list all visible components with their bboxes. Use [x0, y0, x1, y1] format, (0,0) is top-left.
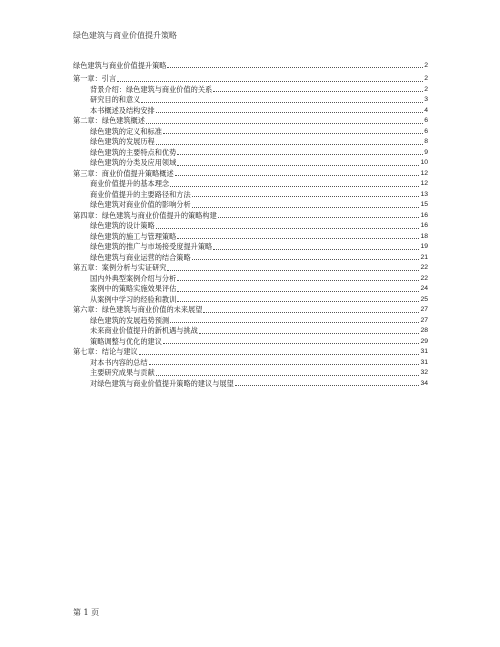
toc-entry-title: 绿色建筑的推广与市场接受度提升策略: [90, 242, 213, 251]
toc-entry[interactable]: [73, 105, 428, 116]
toc-entry[interactable]: [73, 252, 428, 263]
toc-leader-dots: [117, 81, 423, 82]
toc-entry-title: 绿色建筑的设计策略: [90, 221, 155, 230]
toc-entry-title: 第二章：绿色建筑概述: [73, 116, 145, 125]
toc-entry[interactable]: [73, 137, 428, 148]
toc-leader-dots: [139, 354, 420, 355]
toc-entry[interactable]: [73, 357, 428, 368]
toc-entry-page: 4: [424, 106, 428, 114]
toc-entry-title: 绿色建筑的发展趋势预测: [90, 315, 170, 325]
toc-entry-page: 12: [420, 180, 428, 187]
toc-entry-page: 6: [424, 117, 428, 124]
toc-entry-page: 16: [420, 222, 428, 229]
toc-entry-page: 27: [420, 306, 428, 313]
toc-entry-page: 2: [424, 61, 428, 69]
toc-entry-title: 本书概述及结构安排: [90, 105, 155, 115]
toc-entry-title: 绿色建筑与商业运营的结合策略: [90, 252, 191, 262]
toc-entry-title: 背景介绍：绿色建筑与商业价值的关系: [90, 84, 213, 94]
toc-entry-title: 主要研究成果与贡献: [90, 368, 155, 377]
toc-entry-page: 19: [420, 243, 428, 250]
toc-entry-page: 6: [424, 127, 428, 135]
toc-entry-page: 3: [424, 96, 428, 103]
toc-leader-dots: [146, 123, 423, 124]
toc-entry[interactable]: [73, 74, 428, 85]
toc-entry[interactable]: [73, 168, 428, 179]
toc-entry[interactable]: [73, 189, 428, 200]
toc-entry-title: 绿色建筑的主要特点和优势: [90, 147, 177, 157]
page-number: 第 1 页: [73, 608, 100, 617]
toc-entry-title: 绿色建筑与商业价值提升策略: [73, 60, 167, 70]
toc-leader-dots: [156, 228, 420, 229]
toc-leader-dots: [163, 133, 423, 134]
toc-entry-page: 25: [420, 295, 428, 303]
toc-entry[interactable]: [73, 84, 428, 95]
toc-leader-dots: [177, 154, 423, 155]
toc-entry[interactable]: [73, 231, 428, 242]
toc-entry-title: 绿色建筑的施工与管理策略: [90, 231, 177, 241]
table-of-contents: [73, 60, 428, 389]
toc-entry[interactable]: [73, 147, 428, 158]
toc-entry-title: 策略调整与优化的建议: [90, 336, 162, 346]
toc-leader-dots: [192, 259, 420, 260]
toc-entry-page: 22: [420, 274, 428, 282]
toc-entry[interactable]: [73, 60, 428, 71]
toc-leader-dots: [177, 238, 419, 239]
toc-entry-page: 16: [420, 211, 428, 219]
toc-entry-page: 31: [420, 348, 428, 355]
toc-entry-title: 第六章：绿色建筑与商业价值的未来展望: [73, 305, 203, 314]
toc-entry-page: 31: [420, 358, 428, 366]
toc-leader-dots: [170, 322, 419, 323]
toc-entry[interactable]: [73, 179, 428, 190]
toc-entry[interactable]: [73, 368, 428, 379]
toc-entry-title: 绿色建筑的分类及应用领域: [90, 158, 177, 167]
toc-leader-dots: [192, 207, 420, 208]
toc-entry-title: 国内外典型案例介绍与分析: [90, 273, 177, 283]
toc-entry-title: 绿色建筑的发展历程: [90, 137, 155, 146]
toc-entry[interactable]: [73, 378, 428, 389]
toc-entry-title: 商业价值提升的主要路径和方法: [90, 189, 191, 199]
toc-entry-page: 15: [420, 201, 428, 208]
toc-entry-page: 2: [424, 75, 428, 82]
toc-leader-dots: [203, 312, 419, 313]
toc-entry-page: 34: [420, 379, 428, 387]
toc-entry-title: 第四章：绿色建筑与商业价值提升的策略构建: [73, 210, 217, 220]
toc-leader-dots: [156, 375, 420, 376]
toc-entry[interactable]: [73, 305, 428, 316]
toc-leader-dots: [177, 280, 419, 281]
toc-leader-dots: [170, 186, 419, 187]
toc-entry-title: 研究目的和意义: [90, 95, 141, 104]
toc-entry-title: 绿色建筑对商业价值的影响分析: [90, 200, 191, 209]
toc-leader-dots: [199, 333, 420, 334]
toc-entry[interactable]: [73, 242, 428, 253]
toc-leader-dots: [149, 364, 420, 365]
toc-leader-dots: [213, 249, 419, 250]
toc-entry-page: 2: [424, 85, 428, 93]
toc-entry-title: 第三章：商业价值提升策略概述: [73, 168, 174, 178]
toc-entry-title: 第五章：案例分析与实证研究: [73, 263, 167, 272]
running-header: 绿色建筑与商业价值提升策略: [73, 31, 177, 40]
toc-leader-dots: [156, 144, 424, 145]
toc-leader-dots: [141, 102, 423, 103]
toc-entry[interactable]: [73, 336, 428, 347]
toc-entry[interactable]: [73, 284, 428, 295]
toc-entry-title: 案例中的策略实施效果评估: [90, 284, 177, 293]
toc-entry[interactable]: [73, 210, 428, 221]
toc-leader-dots: [156, 112, 424, 113]
toc-leader-dots: [213, 91, 423, 92]
toc-leader-dots: [192, 196, 420, 197]
toc-leader-dots: [218, 217, 420, 218]
toc-entry-page: 21: [420, 253, 428, 261]
toc-entry-title: 对绿色建筑与商业价值提升策略的建议与展望: [90, 378, 234, 388]
toc-entry[interactable]: [73, 273, 428, 284]
toc-leader-dots: [177, 301, 419, 302]
toc-leader-dots: [235, 385, 420, 386]
toc-entry[interactable]: [73, 315, 428, 326]
toc-entry-title: 未来商业价值提升的新机遇与挑战: [90, 326, 198, 335]
toc-entry[interactable]: [73, 116, 428, 127]
toc-entry-page: 24: [420, 285, 428, 292]
toc-entry[interactable]: [73, 326, 428, 337]
toc-entry-title: 对本书内容的总结: [90, 357, 148, 367]
toc-leader-dots: [163, 343, 420, 344]
toc-entry[interactable]: [73, 158, 428, 169]
toc-entry-page: 13: [420, 190, 428, 198]
toc-entry-title: 第一章：引言: [73, 74, 117, 83]
toc-leader-dots: [177, 291, 419, 292]
toc-entry-page: 9: [424, 148, 428, 156]
toc-entry[interactable]: [73, 347, 428, 358]
toc-entry[interactable]: [73, 294, 428, 305]
toc-entry-page: 8: [424, 138, 428, 145]
toc-entry-page: 12: [420, 169, 428, 177]
toc-leader-dots: [167, 270, 419, 271]
toc-entry-title: 绿色建筑的定义和标准: [90, 126, 162, 136]
toc-entry[interactable]: [73, 200, 428, 211]
toc-leader-dots: [167, 67, 423, 68]
toc-leader-dots: [177, 165, 419, 166]
toc-entry-page: 10: [420, 159, 428, 166]
toc-entry-page: 22: [420, 264, 428, 271]
toc-leader-dots: [175, 175, 420, 176]
toc-entry-page: 32: [420, 369, 428, 376]
toc-entry-page: 18: [420, 232, 428, 240]
toc-entry[interactable]: [73, 263, 428, 274]
toc-entry-title: 商业价值提升的基本理念: [90, 179, 170, 188]
toc-entry-title: 从案例中学习的经验和教训: [90, 294, 177, 304]
toc-entry-title: 第七章：结论与建议: [73, 347, 138, 356]
toc-entry-page: 29: [420, 337, 428, 345]
toc-entry[interactable]: [73, 95, 428, 106]
toc-entry-page: 28: [420, 327, 428, 334]
toc-entry[interactable]: [73, 221, 428, 232]
toc-entry[interactable]: [73, 126, 428, 137]
toc-entry-page: 27: [420, 316, 428, 324]
